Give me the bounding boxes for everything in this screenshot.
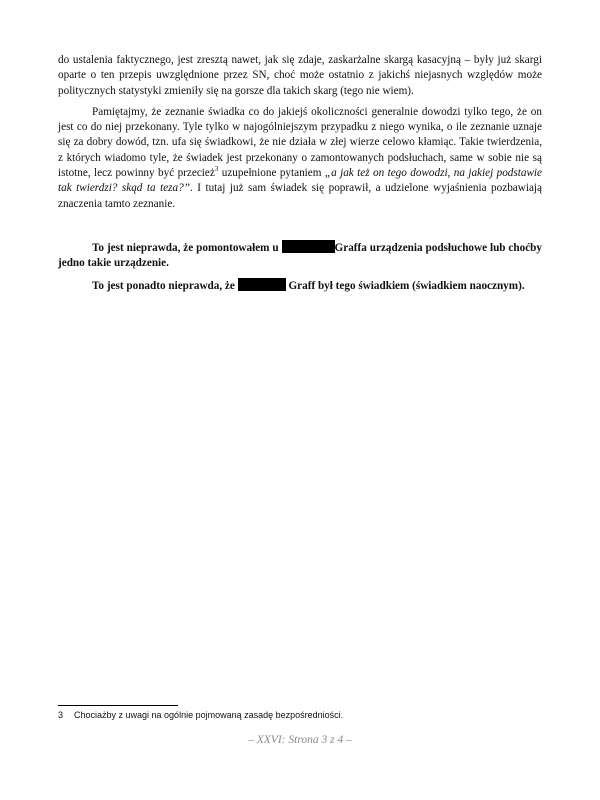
paragraph-2-quote: „a jak też on tego dowodzi, na jakiej podstawie tak twierdzi? skąd ta teza?” — [58, 167, 542, 195]
footnote-text: Chociażby z uwagi na ogólnie pojmowaną zasadę bezpośredniości. — [74, 710, 344, 720]
paragraph-4-start: To jest ponadto nieprawda, że — [92, 279, 238, 292]
paragraph-2-end: . I tutaj już sam świadek się poprawił, a udzielone wyjaśnienia pozbawiają znaczenia tamto zeznanie. — [58, 182, 542, 210]
paragraph-2-text-cont: uzupełnione pytaniem — [218, 167, 325, 180]
paragraph-4 — [58, 278, 542, 294]
redaction-block — [282, 240, 335, 253]
page-number-footer: – XXVI: Strona 3 z 4 – — [248, 734, 352, 746]
footnote — [58, 709, 542, 721]
paragraph-4-end: Graff był tego świadkiem (świadkiem naocznym). — [285, 279, 525, 292]
paragraph-3 — [58, 240, 542, 272]
redaction-block — [238, 278, 286, 291]
body-text — [58, 53, 542, 300]
paragraph-3-end: Graffa urządzenia podsłuchowe lub choćby jedno takie urządzenie. — [58, 241, 542, 270]
footnote-number: 3 — [58, 710, 64, 720]
footnote-separator — [58, 705, 178, 706]
paragraph-1: do ustalenia faktycznego, jest zresztą nawet, jak się zdaje, zaskarżalne skargą kasacyjną – były już skargi oparte o ten przepis uwzględnione przez SN, choć może ostatnio z jakichś niejasnych względów może politycznych statystyki zmieniły się na gorsze dla takich skarg (tego nie wiem). — [58, 54, 542, 97]
spacer — [58, 218, 542, 240]
footnote-reference[interactable]: 3 — [214, 165, 219, 174]
paragraph-3-start: To jest nieprawda, że pomontowałem u — [92, 241, 282, 254]
paragraph-2-text: Pamiętajmy, że zeznanie świadka co do jakiejś okoliczności generalnie dowodzi tylko tego, że on jest co do niej przekonany. Tyle tylko w najogólniejszym przypadku z niego wynika, o ile zeznanie uznaje się za dobry dowód, tzn. ufa się świadkowi, że nie działa w złej wierze celowo kłamiąc. Takie twierdzenia, z których wiadomo tyle, że świadek jest przekonany o zamontowanych podsłuchach, same w sobie nie są istotne, lecz powinny być przecież — [58, 105, 542, 180]
paragraph-2 — [58, 105, 542, 212]
